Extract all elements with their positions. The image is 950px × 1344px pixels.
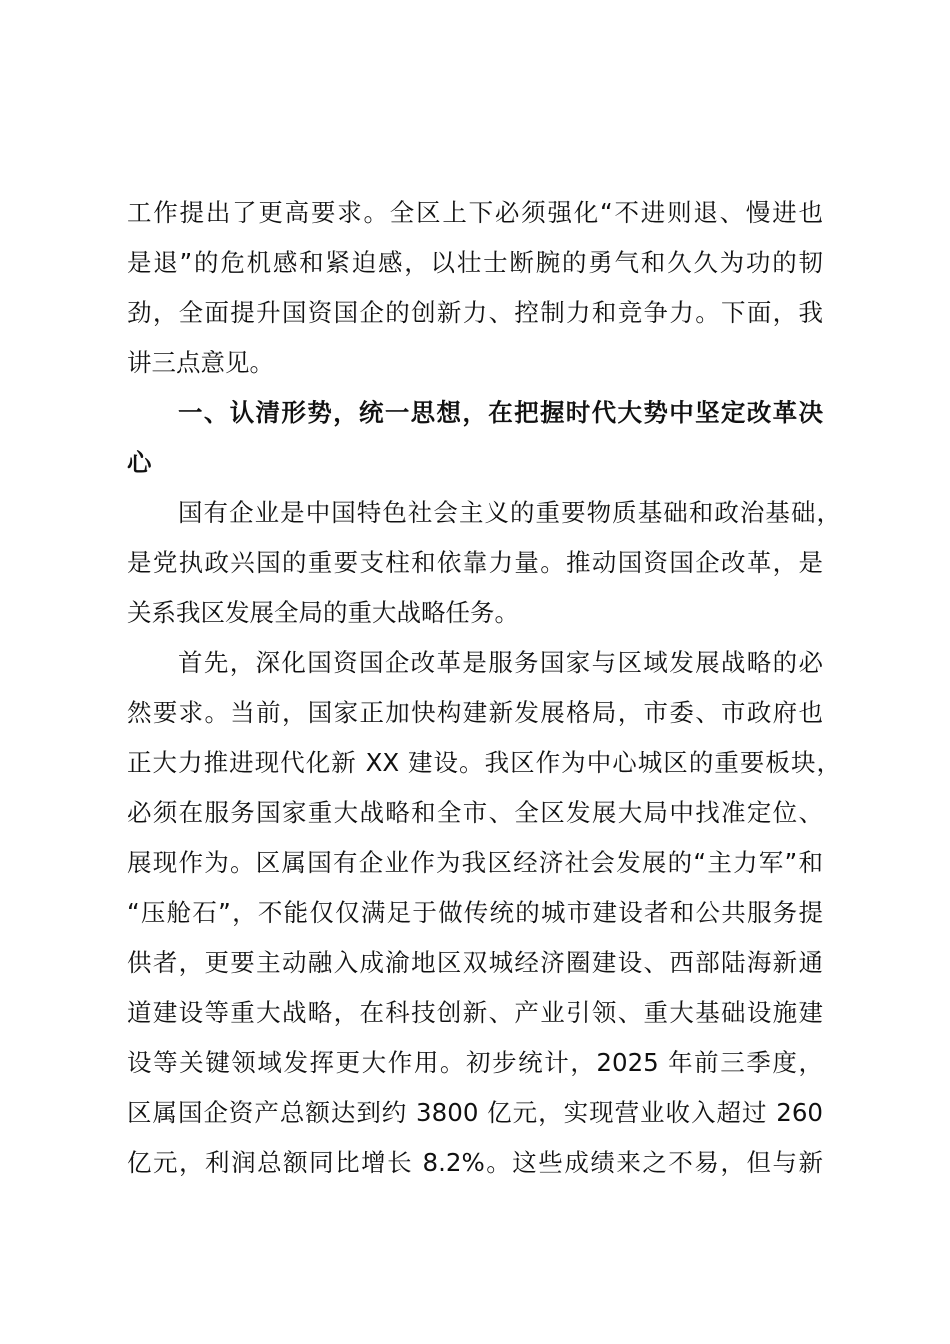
paragraph-line: 必须在服务国家重大战略和全市、全区发展大局中找准定位、 xyxy=(127,798,823,827)
paragraph-line: 是退”的危机感和紧迫感，以壮士断腕的勇气和久久为功的韧 xyxy=(127,248,823,277)
paragraph-line: 国有企业是中国特色社会主义的重要物质基础和政治基础， xyxy=(178,498,841,527)
section-heading: 心 xyxy=(127,448,152,477)
paragraph-line: 是党执政兴国的重要支柱和依靠力量。推动国资国企改革，是 xyxy=(127,548,823,577)
paragraph-line: 道建设等重大战略，在科技创新、产业引领、重大基础设施建 xyxy=(127,998,823,1027)
paragraph-line: 首先，深化国资国企改革是服务国家与区域发展战略的必 xyxy=(178,648,823,677)
paragraph-line: 工作提出了更高要求。全区上下必须强化“不进则退、慢进也 xyxy=(127,198,823,227)
paragraph-line: 设等关键领域发挥更大作用。初步统计，2025 年前三季度， xyxy=(127,1048,823,1077)
paragraph-line: 亿元，利润总额同比增长 8.2%。这些成绩来之不易，但与新 xyxy=(127,1148,823,1177)
paragraph-line: 供者，更要主动融入成渝地区双城经济圈建设、西部陆海新通 xyxy=(127,948,823,977)
paragraph-line: 正大力推进现代化新 XX 建设。我区作为中心城区的重要板块， xyxy=(127,748,841,777)
paragraph-line: 展现作为。区属国有企业作为我区经济社会发展的“主力军”和 xyxy=(127,848,823,877)
paragraph-line: 讲三点意见。 xyxy=(127,348,274,377)
paragraph-line: “压舱石”，不能仅仅满足于做传统的城市建设者和公共服务提 xyxy=(127,898,823,927)
section-heading: 一、认清形势，统一思想，在把握时代大势中坚定改革决 xyxy=(178,398,823,427)
paragraph-line: 然要求。当前，国家正加快构建新发展格局，市委、市政府也 xyxy=(127,698,823,727)
paragraph-line: 劲，全面提升国资国企的创新力、控制力和竞争力。下面，我 xyxy=(127,298,823,327)
paragraph-line: 区属国企资产总额达到约 3800 亿元，实现营业收入超过 260 xyxy=(127,1098,823,1127)
paragraph-line: 关系我区发展全局的重大战略任务。 xyxy=(127,598,519,627)
